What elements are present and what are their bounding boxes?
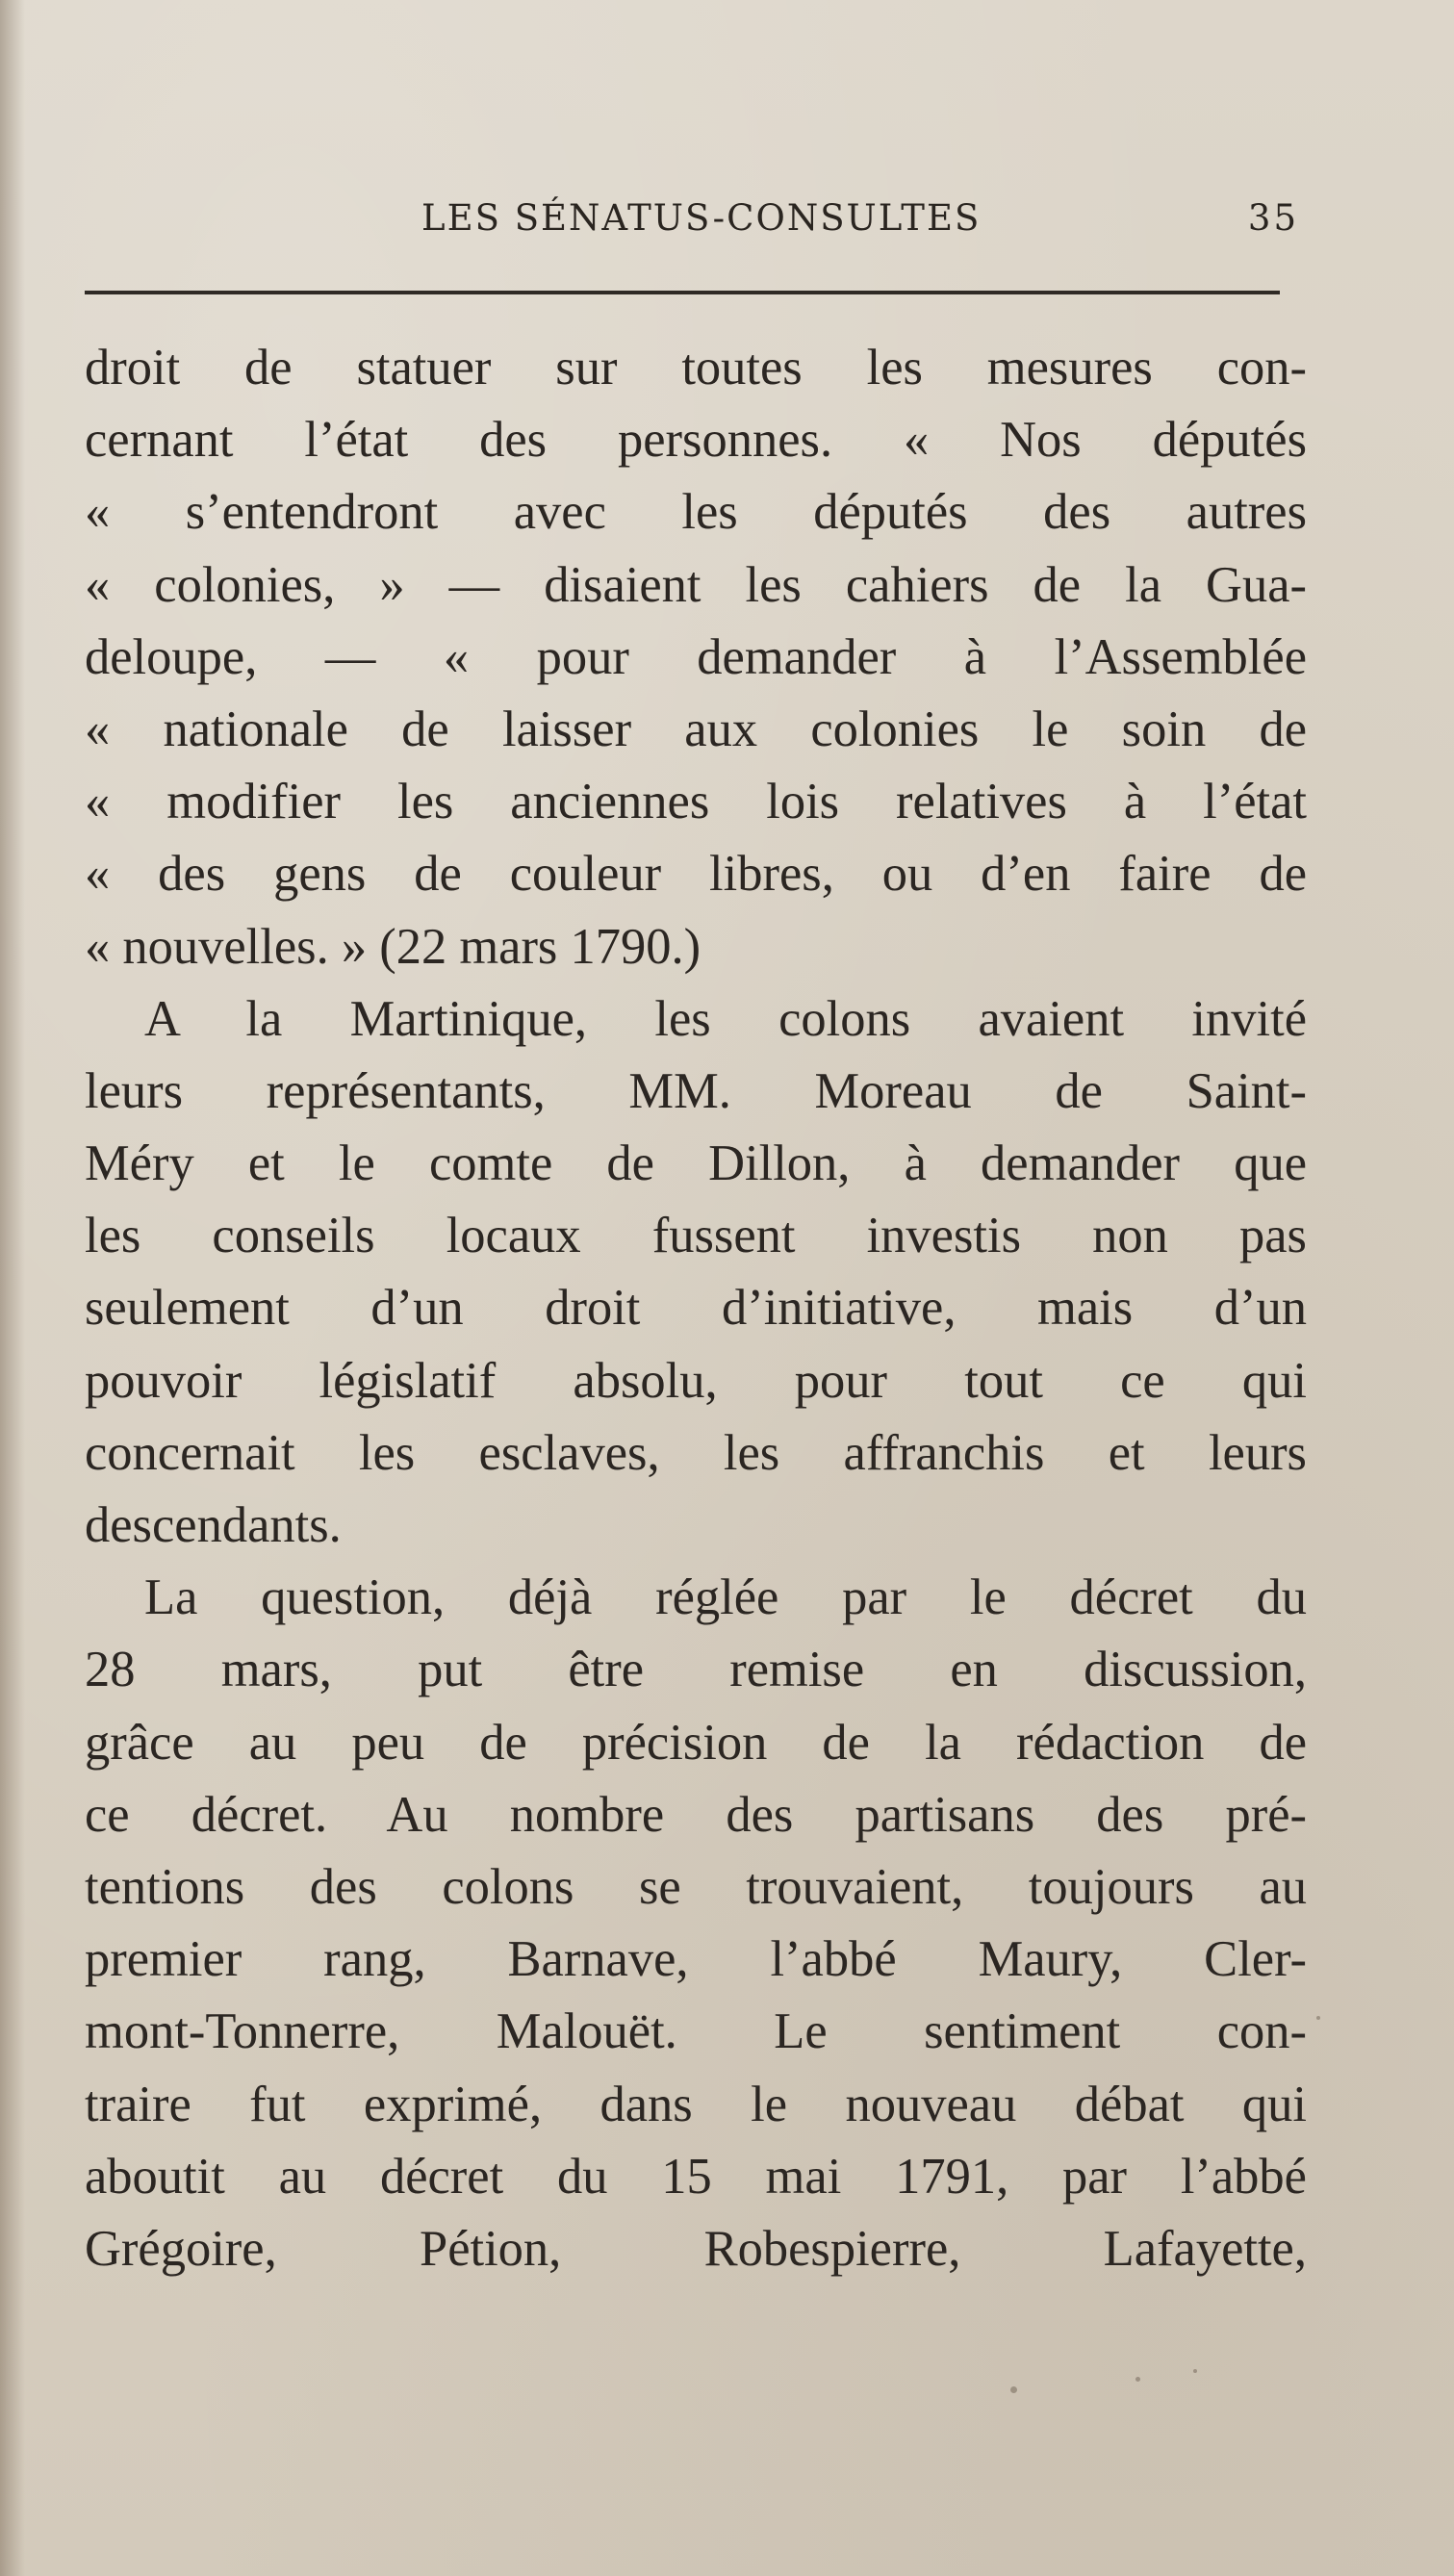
text-line: ce décret. Au nombre des partisans des pré- — [85, 1786, 1307, 1843]
text-line: tentions des colons se trouvaient, toujours au — [85, 1858, 1307, 1915]
text-line: premier rang, Barnave, l’abbé Maury, Cler- — [85, 1931, 1307, 1988]
text-line: descendants. — [85, 1497, 342, 1553]
text-line: leurs représentants, MM. Moreau de Saint- — [85, 1062, 1307, 1119]
text-line: « nouvelles. » (22 mars 1790.) — [85, 918, 701, 975]
text-line: traire fut exprimé, dans le nouveau débat qui — [85, 2076, 1307, 2132]
text-line: les conseils locaux fussent investis non pas — [85, 1208, 1307, 1264]
text-line: « s’entendront avec les députés des autres — [85, 484, 1307, 541]
page-gutter-shadow — [0, 0, 25, 2576]
paper-speck — [1010, 2386, 1017, 2393]
text-line: Grégoire, Pétion, Robespierre, Lafayette, — [85, 2220, 1307, 2277]
body-text — [85, 332, 1307, 2285]
header-rule — [85, 291, 1280, 294]
text-line: aboutit au décret du 15 mai 1791, par l’abbé — [85, 2148, 1307, 2205]
text-line: 28 mars, put être remise en discussion, — [85, 1642, 1307, 1698]
text-line: concernait les esclaves, les affranchis et leurs — [85, 1424, 1307, 1481]
running-title: LES SÉNATUS-CONSULTES — [421, 197, 982, 239]
text-line: mont-Tonnerre, Malouët. Le sentiment con- — [85, 2003, 1307, 2060]
text-line: « nationale de laisser aux colonies le soin de — [85, 701, 1307, 757]
page-header — [85, 197, 1299, 255]
text-line: deloupe, — « pour demander à l’Assemblée — [85, 628, 1307, 685]
text-line: grâce au peu de précision de la rédaction de — [85, 1714, 1307, 1771]
page-number: 35 — [1247, 197, 1299, 239]
paper-speck — [1316, 2016, 1320, 2020]
text-line: A la Martinique, les colons avaient invité — [144, 990, 1307, 1047]
paper-speck — [1193, 2369, 1197, 2373]
text-line: « colonies, » — disaient les cahiers de la Gua- — [85, 556, 1307, 613]
text-line: « modifier les anciennes lois relatives à l’état — [85, 774, 1307, 830]
text-line: La question, déjà réglée par le décret du — [144, 1569, 1307, 1626]
text-line: Méry et le comte de Dillon, à demander que — [85, 1135, 1307, 1192]
text-line: pouvoir législatif absolu, pour tout ce qui — [85, 1352, 1307, 1409]
text-line: seulement d’un droit d’initiative, mais d’un — [85, 1280, 1307, 1337]
text-line: « des gens de couleur libres, ou d’en faire de — [85, 846, 1307, 903]
paper-speck — [1135, 2377, 1140, 2382]
text-line: droit de statuer sur toutes les mesures con- — [85, 340, 1307, 395]
text-line: cernant l’état des personnes. « Nos députés — [85, 412, 1307, 469]
